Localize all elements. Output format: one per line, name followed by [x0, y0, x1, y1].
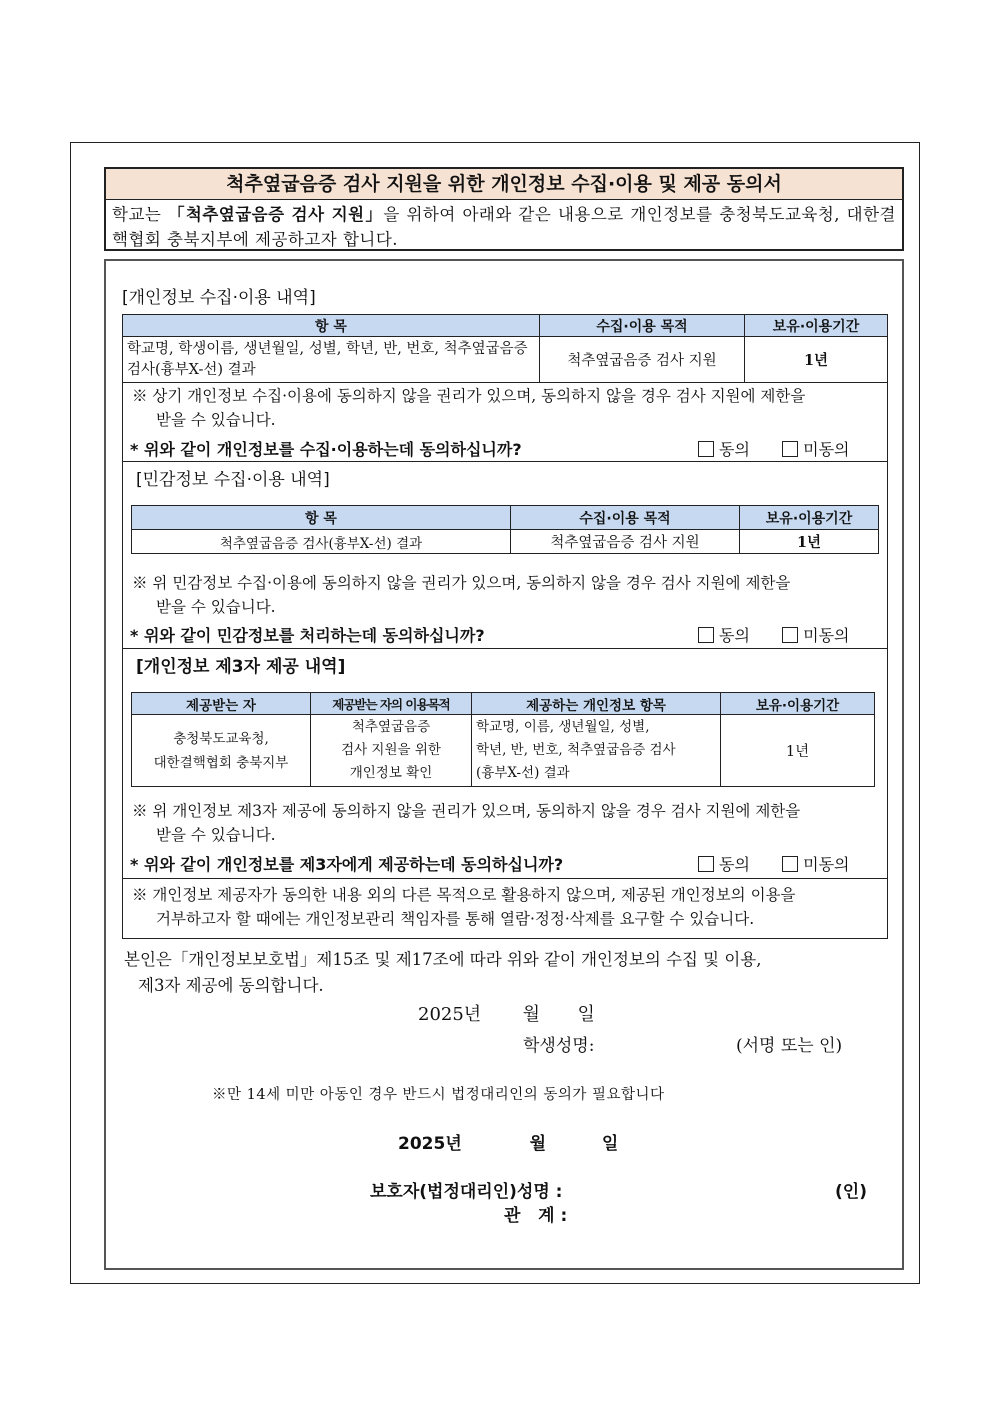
- guardian-date: [398, 1129, 618, 1154]
- intro-program: 「척추옆굽음증 검사 지원」: [167, 205, 384, 224]
- sec3-title: [136, 652, 345, 677]
- sec2-note-line1: ※ 위 민감정보 수집·이용에 동의하지 않을 권리가 있으며, 동의하지 않을 경우 검사 지원에 제한을: [132, 574, 791, 592]
- sec2-title: [민감정보 수집·이용 내역]: [136, 470, 330, 490]
- sec3-items-line2: 학년, 반, 번호, 척추옆굽음증 검사: [476, 742, 676, 758]
- sec3-header-purpose: 제공받는 자의 이용목적: [311, 693, 472, 715]
- divider: [122, 461, 888, 462]
- sec2-disagree-checkbox[interactable]: [782, 627, 798, 643]
- sec3-cell-items: [472, 715, 721, 787]
- sec2-agree-checkbox[interactable]: [698, 627, 714, 643]
- sec3-purpose-line1: 척추옆굽음증: [351, 719, 431, 735]
- sec3-question: * 위와 같이 개인정보를 제3자에게 제공하는데 동의하십니까?: [130, 855, 564, 874]
- sec2-cell-period: 1년: [740, 530, 879, 554]
- form-title: 척추옆굽음증 검사 지원을 위한 개인정보 수집·이용 및 제공 동의서: [106, 169, 902, 200]
- final-note-line2: 거부하고자 할 때에는 개인정보관리 책임자를 통해 열람·정정·삭제를 요구할 수 있습니다.: [156, 910, 755, 928]
- sec3-items-line1: 학교명, 이름, 생년월일, 성별,: [476, 719, 650, 735]
- sec3-header-period: 보유·이용기간: [721, 693, 875, 715]
- guardian-seal-label: (인): [835, 1182, 867, 1202]
- sec3-header-recipient: 제공받는 자: [132, 693, 311, 715]
- sec2-note-line2: 받을 수 있습니다.: [156, 598, 276, 616]
- student-name-label: 학생성명:: [523, 1036, 595, 1056]
- intro-paragraph: [106, 200, 902, 252]
- student-date: [418, 1000, 595, 1026]
- intro-lead: 학교는: [112, 205, 168, 224]
- sec1-cell-item: 학교명, 학생이름, 생년월일, 성별, 학년, 반, 번호, 척추옆굽음증 검사(흉부X-선) 결과: [123, 337, 540, 383]
- sec3-table: [131, 692, 875, 787]
- declaration: [124, 947, 904, 999]
- guardian-month: 월: [529, 1134, 547, 1154]
- divider: [122, 878, 888, 879]
- sec1-cell-purpose: 척추옆굽음증 검사 지원: [540, 337, 745, 383]
- guardian-year: 2025년: [398, 1134, 462, 1154]
- sec3-agree-label: 동의: [719, 855, 750, 874]
- sec1-disagree-checkbox[interactable]: [782, 441, 798, 457]
- intro-rest: 을 위하여 아래와 같은 내용으로 개인정보를 충청북도교육청, 대한결핵협회 충북지부에 제공하고자 합니다.: [112, 205, 896, 249]
- minor-note: ※만 14세 미만 아동인 경우 반드시 법정대리인의 동의가 필요합니다: [212, 1087, 665, 1103]
- sec3-note-line2: 받을 수 있습니다.: [156, 826, 276, 844]
- sec3-title-text: [개인정보 제3자 제공 내역]: [136, 657, 346, 677]
- sec3-items-line3: (흉부X-선) 결과: [476, 765, 570, 781]
- sec2-header-period: 보유·이용기간: [740, 506, 879, 530]
- sec2-disagree-label: 미동의: [803, 626, 850, 645]
- sec2-note: [124, 571, 892, 619]
- sec2-cell-item: 척추옆굽음증 검사(흉부X-선) 결과: [132, 530, 511, 554]
- sec3-note-line1: ※ 위 개인정보 제3자 제공에 동의하지 않을 권리가 있으며, 동의하지 않을 경우 검사 지원에 제한을: [132, 802, 801, 820]
- sec1-cell-period: 1년: [745, 337, 888, 383]
- sec1-header-item: 항 목: [123, 315, 540, 337]
- sec2-cell-purpose: 척추옆굽음증 검사 지원: [511, 530, 740, 554]
- sec1-title: [개인정보 수집·이용 내역]: [122, 288, 316, 308]
- guardian-relation-label: 관 계 :: [504, 1206, 568, 1226]
- sec3-note: [124, 799, 892, 847]
- sec3-cell-recipient: [132, 715, 311, 787]
- sec3-cell-purpose: [311, 715, 472, 787]
- sec3-header-items: 제공하는 개인정보 항목: [472, 693, 721, 715]
- sec1-note-line2: 받을 수 있습니다.: [156, 411, 276, 429]
- sec1-agree-label: 동의: [719, 440, 750, 459]
- sec2-table: [131, 505, 879, 554]
- sec1-header-purpose: 수집·이용 목적: [540, 315, 745, 337]
- sec3-purpose-line2: 검사 지원을 위한: [341, 742, 441, 758]
- final-note: [124, 883, 892, 931]
- sec3-recipient-line2: 대한결핵협회 충북지부: [153, 754, 289, 771]
- sec1-table: [122, 314, 888, 383]
- sec3-disagree-checkbox[interactable]: [782, 856, 798, 872]
- sec2-header-item: 항 목: [132, 506, 511, 530]
- final-note-line1: ※ 개인정보 제공자가 동의한 내용 외의 다른 목적으로 활용하지 않으며, 제공된 개인정보의 이용을: [132, 886, 796, 904]
- sec2-agree-label: 동의: [719, 626, 750, 645]
- sec1-note: [124, 384, 892, 432]
- sec3-consent: [698, 852, 849, 875]
- sec1-consent: [698, 437, 849, 460]
- sec1-agree-checkbox[interactable]: [698, 441, 714, 457]
- sec3-purpose-line3: 개인정보 확인: [349, 765, 433, 781]
- sec3-disagree-label: 미동의: [803, 855, 850, 874]
- guardian-name-field[interactable]: [610, 1177, 820, 1199]
- sec2-question: * 위와 같이 민감정보를 처리하는데 동의하십니까?: [130, 626, 485, 645]
- sec3-recipient-line1: 충청북도교육청,: [173, 730, 269, 747]
- student-month: 월: [522, 1004, 541, 1025]
- divider: [122, 648, 888, 649]
- sec1-disagree-label: 미동의: [803, 440, 850, 459]
- sec1-note-line1: ※ 상기 개인정보 수집·이용에 동의하지 않을 권리가 있으며, 동의하지 않을 경우 검사 지원에 제한을: [132, 387, 806, 405]
- sec2-header-purpose: 수집·이용 목적: [511, 506, 740, 530]
- sec1-question: * 위와 같이 개인정보를 수집·이용하는데 동의하십니까?: [130, 440, 522, 459]
- header-box: [104, 167, 904, 251]
- declaration-line1: 본인은「개인정보보호법」제15조 및 제17조에 따라 위와 같이 개인정보의 수집 및 이용,: [124, 950, 762, 969]
- guardian-name-label: 보호자(법정대리인)성명 :: [370, 1182, 563, 1202]
- student-sign-label: (서명 또는 인): [736, 1036, 843, 1056]
- declaration-line2: 제3자 제공에 동의합니다.: [138, 976, 324, 995]
- sec2-consent: [698, 623, 849, 646]
- sec3-agree-checkbox[interactable]: [698, 856, 714, 872]
- student-year: 2025년: [418, 1004, 482, 1025]
- guardian-day: 일: [601, 1134, 619, 1154]
- student-day: 일: [577, 1004, 595, 1025]
- sec3-cell-period: 1년: [721, 715, 875, 787]
- sec1-header-period: 보유·이용기간: [745, 315, 888, 337]
- guardian-relation-field[interactable]: [610, 1201, 820, 1223]
